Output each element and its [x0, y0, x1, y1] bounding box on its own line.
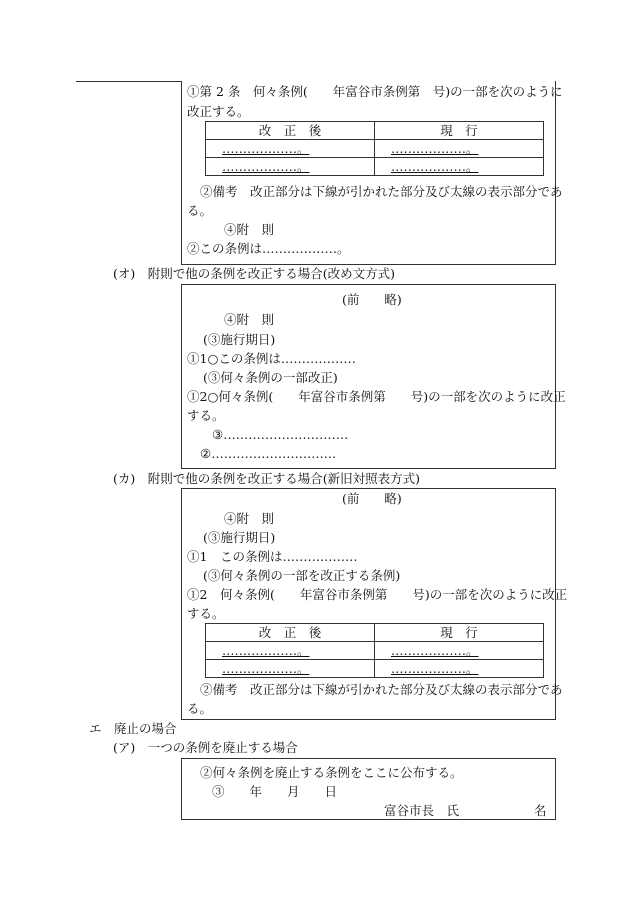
section-ka-heading: (カ) 附則で他の条例を改正する場合(新旧対照表方式): [113, 471, 421, 486]
section-e-line1: ②何々条例を廃止する条例をここに公布する。: [200, 765, 463, 780]
section-o-dots1: ③…………………………: [212, 427, 349, 442]
table-cell: ………………。: [391, 661, 479, 676]
comparison-table-ka: [205, 623, 544, 678]
table-cell: ………………。: [222, 141, 310, 156]
section-o-line1: ①1○この条例は………………: [187, 351, 356, 366]
section-o-kaisei: (③何々条例の一部改正): [203, 370, 338, 385]
section-o-dots2: ②…………………………: [200, 446, 337, 461]
section-ka-sekou: (③施行期日): [203, 530, 276, 545]
table-cell: ………………。: [222, 661, 310, 676]
section-o-line3: する。: [187, 408, 225, 423]
section-e-date: ③ 年 月 日: [212, 784, 338, 799]
block1-fusoku: ④附 則: [224, 222, 275, 237]
section-o-line2: ①2○何々条例( 年富谷市条例第 号)の一部を次のように改正: [187, 389, 566, 404]
section-ka-note-line2: る。: [187, 701, 213, 716]
block1-note-line1: ②備考 改正部分は下線が引かれた部分及び太線の表示部分であ: [200, 184, 563, 199]
section-ka-line3: する。: [187, 606, 225, 621]
section-ka-kaisei: (③何々条例の一部を改正する条例): [203, 568, 401, 583]
table-header-current: 現 行: [375, 624, 544, 642]
block1-line2: 改正する。: [187, 104, 250, 119]
section-o-sekou: (③施行期日): [203, 332, 276, 347]
section-ka-note-line1: ②備考 改正部分は下線が引かれた部分及び太線の表示部分であ: [200, 682, 563, 697]
table-cell: ………………。: [391, 643, 479, 658]
table-header-after: 改 正 後: [206, 624, 375, 642]
section-o-fusoku: ④附 則: [224, 312, 275, 327]
table-cell: ………………。: [391, 141, 479, 156]
section-ka-line2: ①2 何々条例( 年富谷市条例第 号)の一部を次のように改正: [187, 587, 568, 602]
table-cell: ………………。: [391, 159, 479, 174]
top-rule: [76, 81, 182, 82]
block1-last-line: ②この条例は………………。: [187, 241, 350, 256]
section-o-zenryaku: (前 略): [342, 292, 402, 307]
section-ka-line1: ①1 この条例は………………: [187, 549, 358, 564]
section-e-mayor: 富谷市長 氏 名: [384, 803, 547, 818]
section-ka-fusoku: ④附 則: [224, 511, 275, 526]
comparison-table-1: [205, 121, 544, 176]
section-o-heading: (オ) 附則で他の条例を改正する場合(改め文方式): [113, 266, 396, 281]
table-header-after: 改 正 後: [206, 122, 375, 140]
table-header-current: 現 行: [375, 122, 544, 140]
table-cell: ………………。: [222, 159, 310, 174]
table-cell: ………………。: [222, 643, 310, 658]
section-e-heading: エ 廃止の場合: [89, 721, 177, 736]
section-ka-zenryaku: (前 略): [342, 491, 402, 506]
block1-line1: ①第 2 条 何々条例( 年富谷市条例第 号)の一部を次のように: [187, 84, 563, 99]
section-e-sub-heading: (ア) 一つの条例を廃止する場合: [113, 740, 298, 755]
block1-note-line2: る。: [187, 203, 213, 218]
